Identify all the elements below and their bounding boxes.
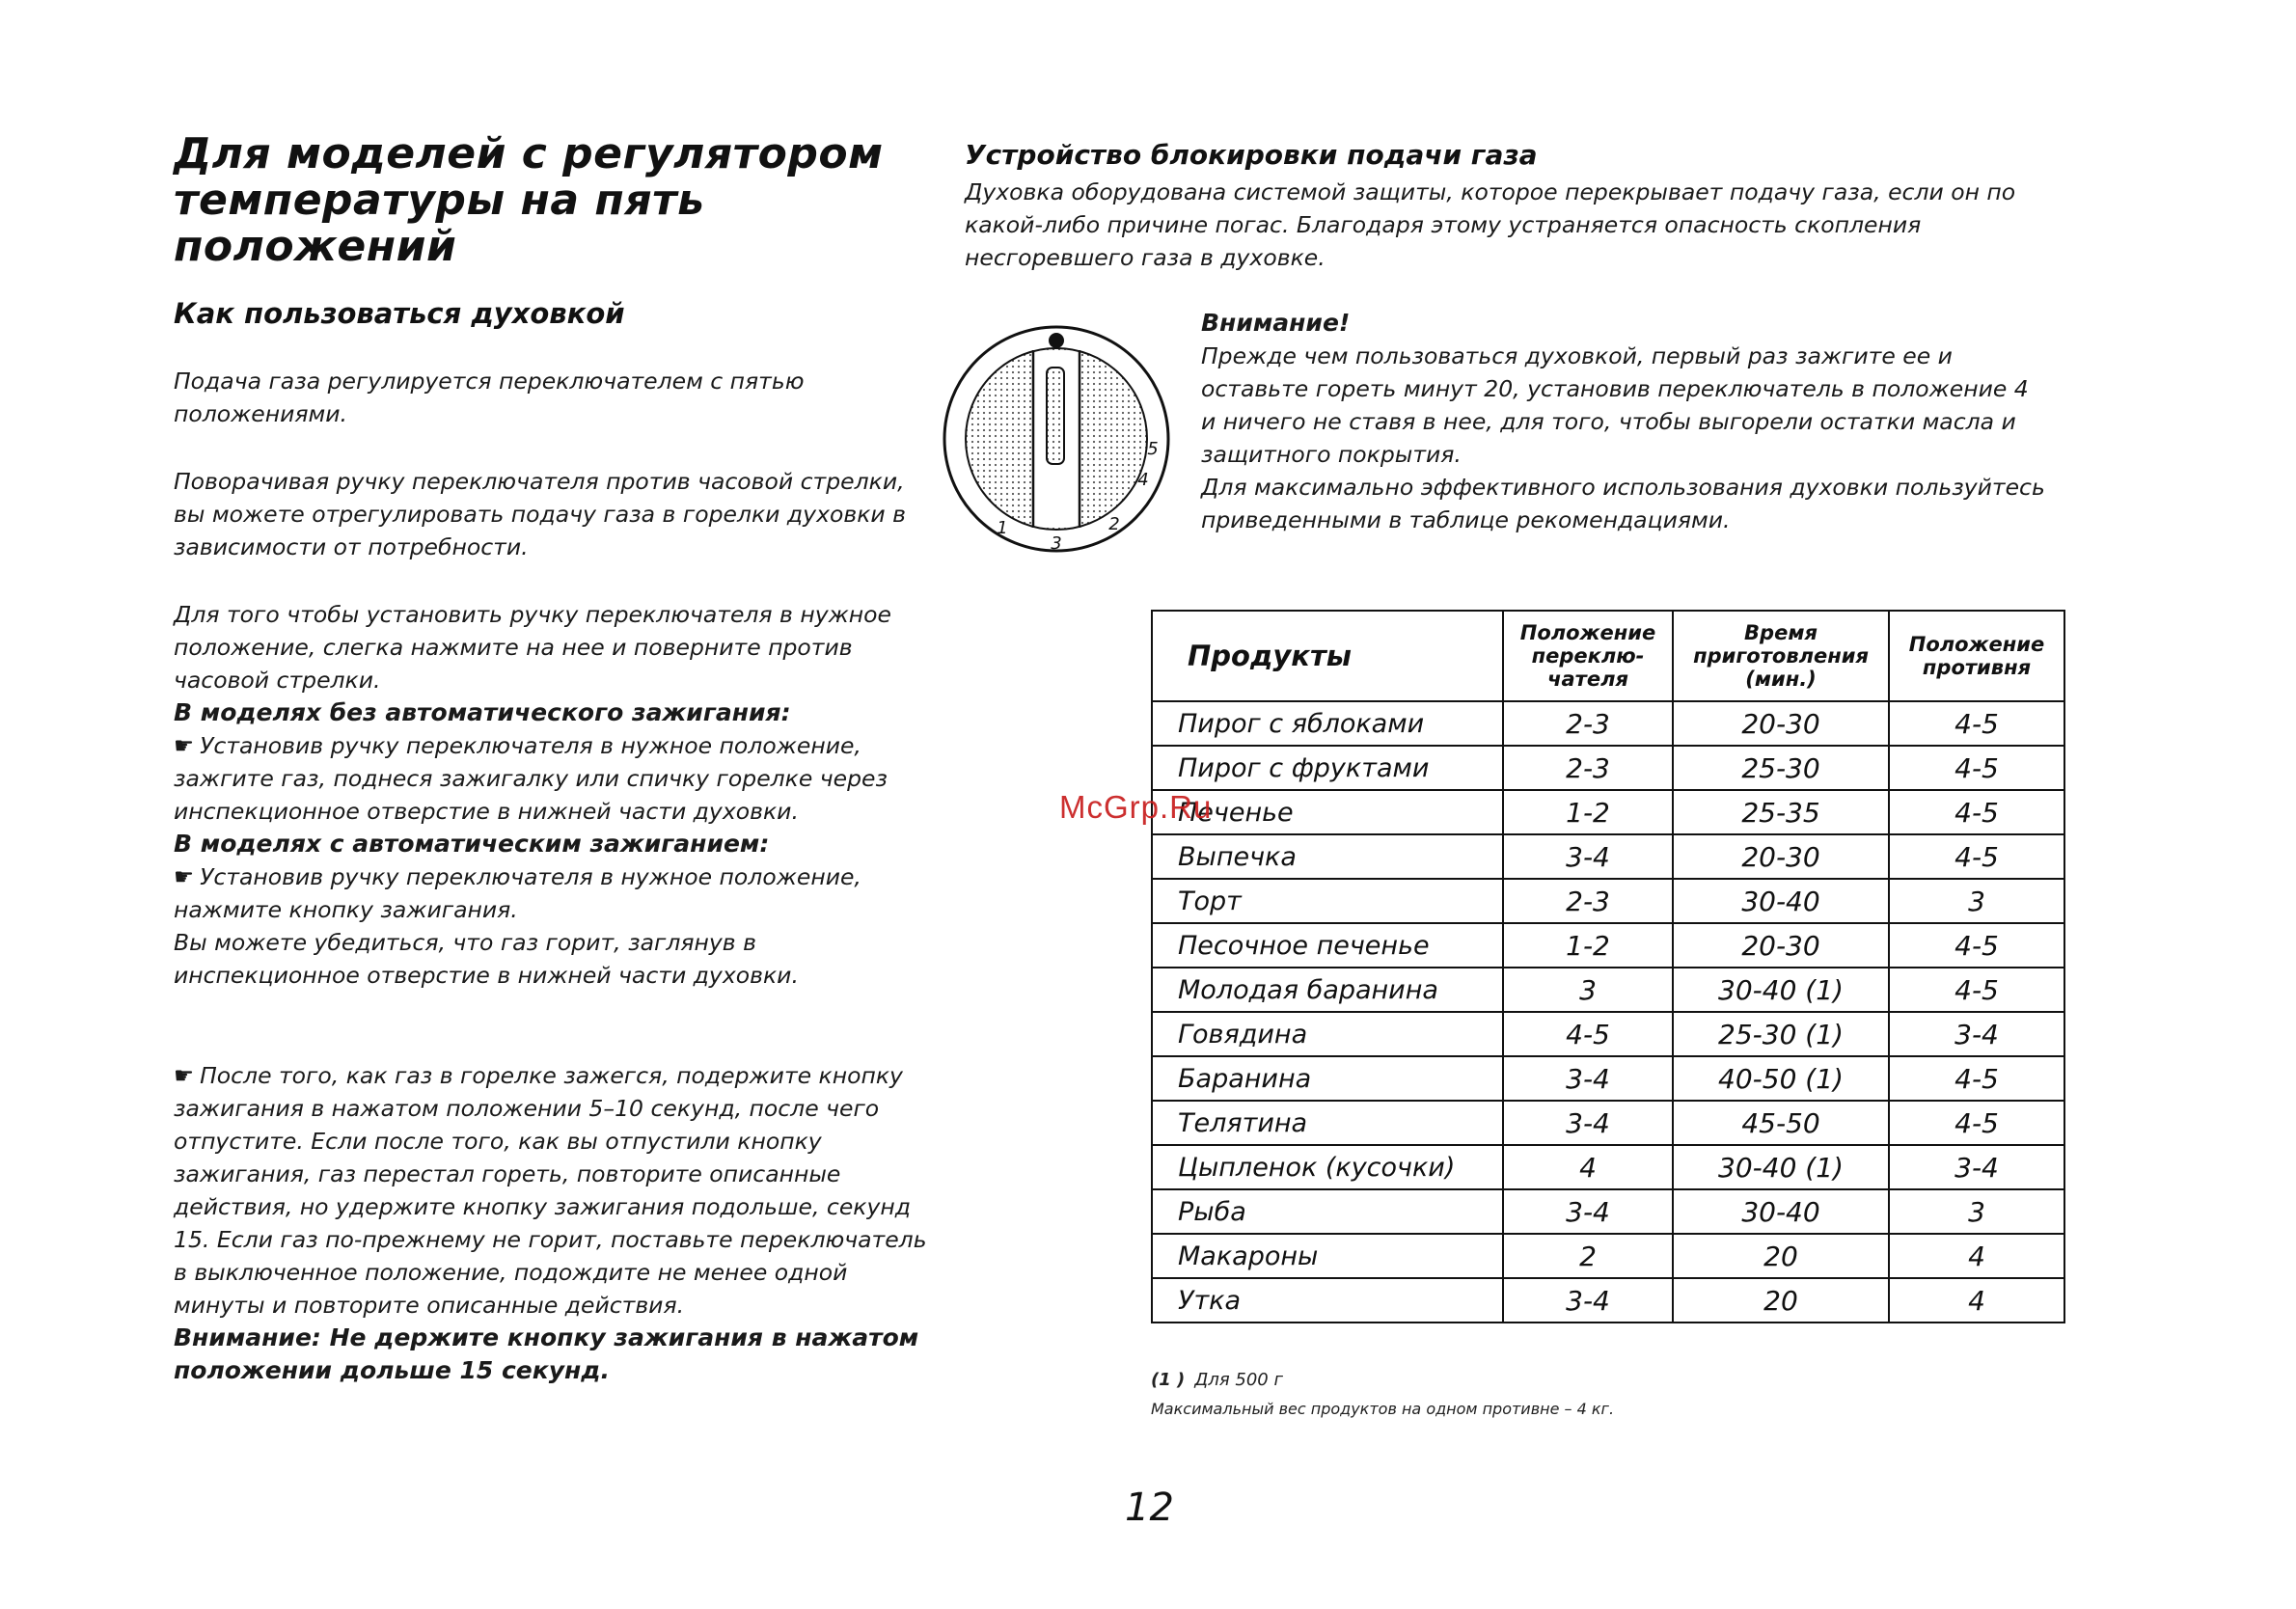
table-row (1152, 1145, 2064, 1189)
gas-lock-intro: Духовка оборудована системой защиты, которое перекрывает подачу газа, если он по какой-либо причине погас. Благодаря этому устраняется опасность скопления несгоревшего газа в духовке. (965, 178, 2016, 271)
pointing-hand-icon: ☛ (174, 732, 195, 759)
knob-mark-4: 4 (1137, 470, 1149, 490)
table-row (1152, 923, 2064, 968)
footnote-text-2: Максимальный вес продуктов на одном противне – 4 кг. (1151, 1400, 1615, 1418)
table-row (1152, 1278, 2064, 1323)
product-name: Рыба (1152, 1189, 1503, 1234)
attention-title: Внимание! (1201, 309, 1351, 337)
switch-position: 4 (1503, 1145, 1673, 1189)
switch-position: 3 (1503, 968, 1673, 1012)
title-line-2: температуры на пять (174, 176, 705, 225)
title-line-3: положений (174, 222, 457, 271)
knob-mark-5: 5 (1147, 439, 1159, 459)
left-paragraph-3: Для того чтобы установить ручку переключателя в нужное положение, слегка нажмите на нее и поверните против часовой стрелки. В моделях без автоматического зажигания: ☛ Установив ручку переключателя в нужное положение, зажгите газ, поднеся зажигалку или спичку горелке через инспекционное отверстие в нижней части духовки. В моделях с автоматическим зажиганием: ☛ Установив ручку переключателя в нужное положение, нажмите кнопку зажигания. Вы можете убедиться, что газ горит, заглянув в инспекционное отверстие в нижней части духовки. (174, 598, 936, 992)
knob-mark-3: 3 (1051, 533, 1062, 554)
tray-position: 4-5 (1889, 1101, 2064, 1145)
pointing-hand-icon: ☛ (174, 863, 195, 890)
no-auto-ignition-text: ☛ Установив ручку переключателя в нужное положение, зажгите газ, поднеся зажигалку или спичку горелке через инспекционное отверстие в нижней части духовки. (174, 732, 888, 825)
product-name: Цыпленок (кусочки) (1152, 1145, 1503, 1189)
tray-position: 3 (1889, 879, 2064, 923)
tray-position: 4 (1889, 1278, 2064, 1323)
knob-mark-1: 1 (997, 518, 1008, 538)
no-auto-ignition-heading: В моделях без автоматического зажигания: (174, 698, 791, 726)
header-product: Продукты (1152, 611, 1503, 701)
knob-mark-2: 2 (1108, 514, 1120, 534)
footnote-text-1: Для 500 г (1194, 1370, 1283, 1390)
auto-ignition-heading: В моделях с автоматическим зажиганием: (174, 830, 770, 858)
product-name: Пирог с яблоками (1152, 701, 1503, 746)
cook-time: 30-40 (1673, 879, 1889, 923)
left-paragraph-2: Поворачивая ручку переключателя против часовой стрелки, вы можете отрегулировать подачу газа в горелки духовки в зависимости от потребности. (174, 468, 906, 560)
cook-time: 45-50 (1673, 1101, 1889, 1145)
tray-position: 3-4 (1889, 1012, 2064, 1056)
table-row (1152, 746, 2064, 790)
tray-position: 4 (1889, 1234, 2064, 1278)
table-header-row (1152, 611, 2064, 701)
header-time: Время приготовления (мин.) (1673, 611, 1889, 701)
table-row (1152, 1101, 2064, 1145)
table-row (1152, 1056, 2064, 1101)
pointing-hand-icon: ☛ (174, 1062, 195, 1089)
cook-time: 30-40 (1673, 1189, 1889, 1234)
switch-position: 3-4 (1503, 1189, 1673, 1234)
header-tray: Положение противня (1889, 611, 2064, 701)
table-row (1152, 701, 2064, 746)
attention-text-2: Для максимально эффективного использования духовки пользуйтесь приведенными в таблице рекомендациями. (1201, 474, 2045, 533)
watermark: McGrp.Ru (1059, 789, 1213, 825)
oven-knob-icon (941, 323, 1172, 555)
cook-time: 25-35 (1673, 790, 1889, 834)
table-row (1152, 834, 2064, 879)
attention-block (1201, 307, 2050, 536)
table-row (1152, 790, 2064, 834)
header-switch: Положение переклю- чателя (1503, 611, 1673, 701)
auto-ignition-text: ☛ Установив ручку переключателя в нужное положение, нажмите кнопку зажигания. (174, 863, 861, 923)
switch-position: 1-2 (1503, 790, 1673, 834)
product-name: Песочное печенье (1152, 923, 1503, 968)
product-name: Говядина (1152, 1012, 1503, 1056)
cook-time: 20 (1673, 1234, 1889, 1278)
switch-position: 2-3 (1503, 746, 1673, 790)
product-name: Телятина (1152, 1101, 1503, 1145)
table-row (1152, 1234, 2064, 1278)
page-title (174, 131, 945, 270)
product-name: Молодая баранина (1152, 968, 1503, 1012)
product-name: Печенье (1152, 790, 1503, 834)
tray-position: 4-5 (1889, 1056, 2064, 1101)
page-number: 12 (1125, 1486, 1174, 1530)
product-name: Макароны (1152, 1234, 1503, 1278)
switch-position: 3-4 (1503, 1101, 1673, 1145)
switch-position: 3-4 (1503, 834, 1673, 879)
tray-position: 3-4 (1889, 1145, 2064, 1189)
cook-time: 20-30 (1673, 834, 1889, 879)
switch-position: 2-3 (1503, 701, 1673, 746)
table-row (1152, 1189, 2064, 1234)
left-paragraph-after: ☛ После того, как газ в горелке зажегся, подержите кнопку зажигания в нажатом положении 5–10 секунд, после чего отпустите. Если после того, как вы отпустили кнопку зажигания, газ перестал гореть, повторите описанные действия, но удержите кнопку зажигания подольше, секунд 15. Если газ по-прежнему не горит, поставьте переключатель в выключенное положение, подождите не менее одной минуты и повторите описанные действия. Внимание: Не держите кнопку зажигания в нажатом положении дольше 15 секунд. (174, 1059, 936, 1387)
table-row (1152, 879, 2064, 923)
cook-time: 20 (1673, 1278, 1889, 1323)
switch-position: 4-5 (1503, 1012, 1673, 1056)
tray-position: 4-5 (1889, 701, 2064, 746)
table-row (1152, 1012, 2064, 1056)
switch-position: 2-3 (1503, 879, 1673, 923)
section-subtitle: Как пользоваться духовкой (174, 297, 625, 330)
cook-time: 30-40 (1) (1673, 968, 1889, 1012)
product-name: Утка (1152, 1278, 1503, 1323)
switch-position: 3-4 (1503, 1278, 1673, 1323)
tray-position: 4-5 (1889, 923, 2064, 968)
footnote-marker: (1 ) (1151, 1370, 1186, 1390)
gas-lock-heading: Устройство блокировки подачи газа (965, 139, 1538, 171)
cook-time: 25-30 (1) (1673, 1012, 1889, 1056)
cook-time: 20-30 (1673, 923, 1889, 968)
product-name: Баранина (1152, 1056, 1503, 1101)
product-name: Выпечка (1152, 834, 1503, 879)
tray-position: 4-5 (1889, 968, 2064, 1012)
switch-position: 1-2 (1503, 923, 1673, 968)
cooking-table (1151, 610, 2065, 1323)
tray-position: 4-5 (1889, 790, 2064, 834)
switch-position: 3-4 (1503, 1056, 1673, 1101)
product-name: Пирог с фруктами (1152, 746, 1503, 790)
left-paragraph-1: Подача газа регулируется переключателем с пятью положениями. (174, 368, 805, 427)
tray-position: 3 (1889, 1189, 2064, 1234)
switch-position: 2 (1503, 1234, 1673, 1278)
product-name: Торт (1152, 879, 1503, 923)
attention-text-1: Прежде чем пользоваться духовкой, первый раз зажгите ее и оставьте гореть минут 20, установив переключатель в положение 4 и ничего не ставя в нее, для того, чтобы выгорели остатки масла и защитного покрытия. (1201, 342, 2029, 468)
cook-time: 25-30 (1673, 746, 1889, 790)
warning-text: Внимание: Не держите кнопку зажигания в нажатом положении дольше 15 секунд. (174, 1323, 919, 1384)
tray-position: 4-5 (1889, 834, 2064, 879)
cook-time: 20-30 (1673, 701, 1889, 746)
title-line-1: Для моделей с регулятором (174, 129, 884, 178)
table-footnote (1151, 1370, 2019, 1418)
tray-position: 4-5 (1889, 746, 2064, 790)
cook-time: 40-50 (1) (1673, 1056, 1889, 1101)
auto-ignition-check: Вы можете убедиться, что газ горит, заглянув в инспекционное отверстие в нижней части духовки. (174, 929, 799, 989)
cook-time: 30-40 (1) (1673, 1145, 1889, 1189)
table-row (1152, 968, 2064, 1012)
